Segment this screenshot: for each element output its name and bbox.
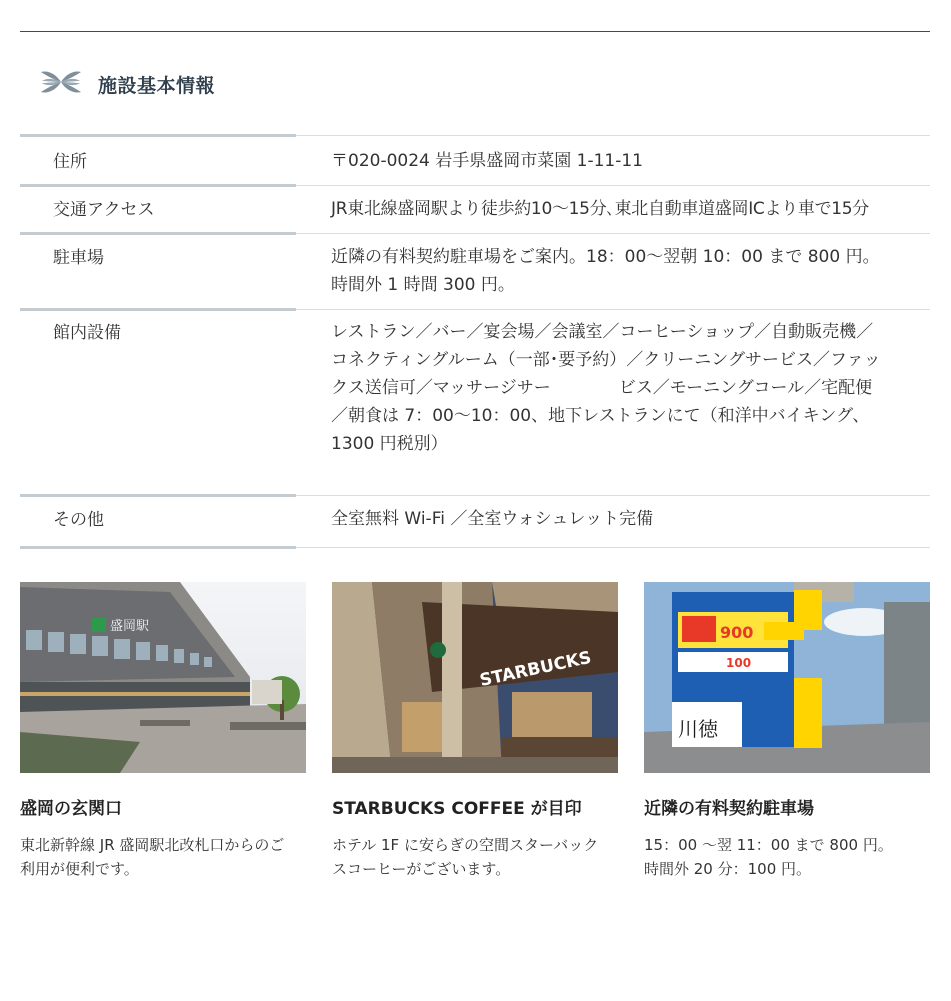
parking-sign-name: 川徳 [678, 717, 718, 741]
card-title-station: 盛岡の玄関口 [20, 799, 122, 819]
info-row-parking [20, 232, 930, 308]
info-value-parking [331, 234, 930, 299]
info-label-parking: 駐車場 [53, 248, 104, 268]
card-desc-line-1: ホテル 1F に安らぎの空間スターバック [332, 836, 599, 854]
info-row-facility [20, 308, 930, 494]
info-value-address: 〒020-0024 岩手県盛岡市菜園 1-11-11 [331, 151, 644, 171]
section-title: 施設基本情報 [98, 74, 216, 97]
card-desc-parking [644, 833, 930, 881]
card-desc-starbucks [332, 833, 618, 881]
station-sign-text: 盛岡駅 [110, 619, 150, 634]
facility-line-5: 1300 円税別） [331, 434, 448, 454]
info-row-other [20, 494, 930, 546]
starbucks-sign-text: STARBUCKS [477, 647, 594, 691]
card-title-parking: 近隣の有料契約駐車場 [644, 799, 814, 819]
station-photo [20, 582, 306, 773]
starbucks-photo [332, 582, 618, 773]
facility-line-2: コネクティングルーム（一部･要予約）／クリーニングサービス／ファッ [331, 350, 881, 370]
info-label-other: その他 [53, 510, 104, 530]
parking-line-1: 近隣の有料契約駐車場をご案内。18：00～翌朝 10：00 まで 800 円。 [331, 247, 880, 267]
card-station [20, 582, 306, 881]
facility-info-table [20, 134, 930, 549]
card-parking [644, 582, 930, 881]
facility-line-4: ／朝食は 7：00～10：00、地下レストランにて（和洋中バイキング、 [331, 406, 870, 426]
parking-price-2: 100 [726, 656, 752, 670]
top-divider [20, 31, 930, 32]
info-label-address: 住所 [53, 152, 87, 172]
card-desc-station [20, 833, 306, 881]
info-label-access: 交通アクセス [53, 200, 155, 220]
parking-photo [644, 582, 930, 773]
table-bottom-rule [20, 546, 930, 549]
info-row-access [20, 184, 930, 232]
info-value-other: 全室無料 Wi-Fi ／全室ウォシュレット完備 [331, 509, 654, 529]
card-starbucks [332, 582, 618, 881]
parking-line-2: 時間外 1 時間 300 円。 [331, 275, 515, 295]
card-title-starbucks: STARBUCKS COFFEE が目印 [332, 799, 582, 819]
info-value-access: JR東北線盛岡駅より徒歩約10～15分､東北自動車道盛岡ICより車で15分 [331, 199, 870, 219]
info-value-facility [331, 310, 930, 458]
info-row-address [20, 134, 930, 184]
section-header [40, 68, 215, 100]
card-desc-line-1: 東北新幹線 JR 盛岡駅北改札口からのご [20, 836, 285, 854]
wings-logo-icon [40, 68, 82, 100]
card-desc-line-2: 時間外 20 分：100 円。 [644, 860, 812, 878]
facility-line-3: クス送信可／マッサージサー ビス／モーニングコール／宅配便 [331, 378, 873, 398]
parking-price-1: 900 [720, 623, 754, 642]
card-desc-line-2: 利用が便利です。 [20, 860, 139, 878]
facility-line-1: レストラン／バー／宴会場／会議室／コーヒーショップ／自動販売機／ [331, 322, 874, 342]
info-label-facility: 館内設備 [53, 323, 121, 343]
card-desc-line-2: スコーヒーがございます。 [332, 860, 511, 878]
feature-cards [20, 582, 930, 881]
card-desc-line-1: 15：00 ～翌 11：00 まで 800 円。 [644, 836, 893, 854]
